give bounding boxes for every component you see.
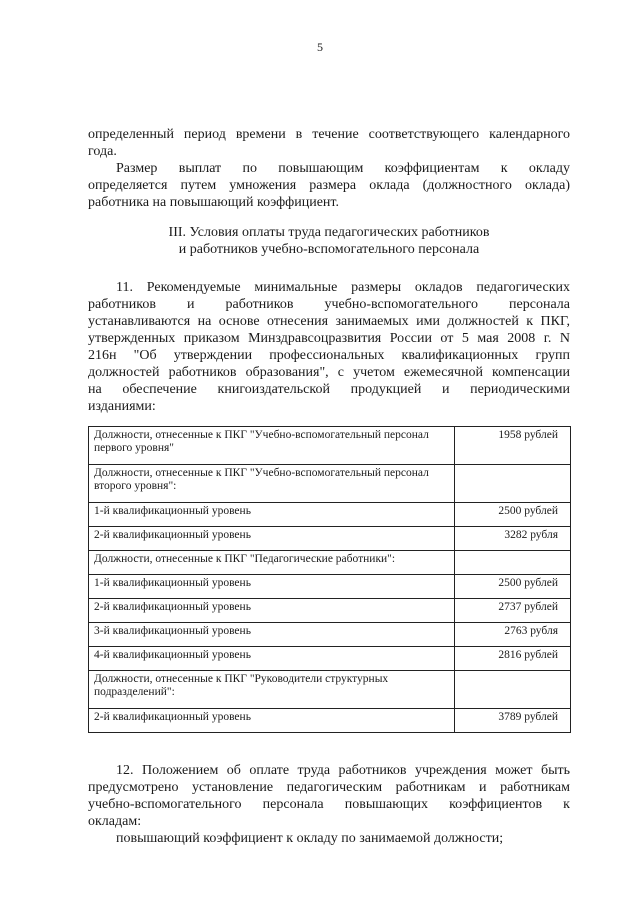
position-cell: 2-й квалификационный уровень (89, 599, 455, 623)
amount-cell: 2500 рублей (455, 575, 571, 599)
intro-line-5: работника на повышающий коэффициент. (88, 195, 339, 210)
salary-table (88, 426, 571, 733)
amount-cell: 3789 рублей (455, 709, 571, 733)
position-cell: Должности, отнесенные к ПКГ "Учебно-вспомогательный персонал первого уровня" (89, 427, 455, 465)
para12-line-1: 12. Положением об оплате труда работников учреждения может быть (116, 763, 570, 778)
para12-line-5: повышающий коэффициент к окладу по занимаемой должности; (116, 831, 504, 846)
intro-line-4: определяется путем умножения размера оклада (должностного оклада) (88, 178, 570, 193)
position-cell: 4-й квалификационный уровень (89, 647, 455, 671)
para11-line-5: 216н "Об утверждении профессиональных квалификационных групп (88, 348, 570, 363)
page-number: 5 (317, 40, 323, 54)
para11-line-3: устанавливаются на основе отнесения занимаемых ими должностей к ПКГ, (88, 314, 570, 329)
table-row (89, 623, 571, 647)
para12-line-2: предусмотрено установление педагогическим работникам и работникам (88, 780, 570, 795)
section-title-line-2: и работников учебно-вспомогательного персонала (178, 242, 480, 257)
position-cell: 2-й квалификационный уровень (89, 527, 455, 551)
intro-line-3: Размер выплат по повышающим коэффициентам к окладу (116, 161, 570, 176)
amount-cell: 2816 рублей (455, 647, 571, 671)
position-cell: 1-й квалификационный уровень (89, 575, 455, 599)
position-cell: Должности, отнесенные к ПКГ "Педагогические работники": (89, 551, 455, 575)
amount-cell (455, 551, 571, 575)
amount-cell: 2500 рублей (455, 503, 571, 527)
section-title (88, 224, 570, 258)
para11-line-8: изданиями: (88, 399, 156, 414)
table-row (89, 599, 571, 623)
para11-line-2: работников и работников учебно-вспомогательного персонала (88, 297, 570, 312)
table-row (89, 575, 571, 599)
para11-line-6: должностей работников образования", с учетом ежемесячной компенсации (88, 365, 570, 380)
amount-cell (455, 671, 571, 709)
amount-cell: 2737 рублей (455, 599, 571, 623)
table-row (89, 527, 571, 551)
para12-line-4: окладам: (88, 814, 142, 829)
position-cell: 3-й квалификационный уровень (89, 623, 455, 647)
section-title-line-1: III. Условия оплаты труда педагогических работников (168, 225, 490, 240)
para11-line-1: 11. Рекомендуемые минимальные размеры окладов педагогических (116, 280, 570, 295)
para12-line-3: учебно-вспомогательного персонала повышающих коэффициентов к (88, 797, 570, 812)
table-row (89, 671, 571, 709)
table-row (89, 647, 571, 671)
intro-line-1: определенный период времени в течение соответствующего календарного (88, 127, 570, 142)
amount-cell: 3282 рубля (455, 527, 571, 551)
amount-cell (455, 465, 571, 503)
para11-line-4: утвержденных приказом Минздравсоцразвития России от 5 мая 2008 г. N (88, 331, 570, 346)
position-cell: Должности, отнесенные к ПКГ "Учебно-вспомогательный персонал второго уровня": (89, 465, 455, 503)
table-row (89, 503, 571, 527)
intro-line-2: года. (88, 144, 117, 159)
table-row (89, 709, 571, 733)
position-cell: 1-й квалификационный уровень (89, 503, 455, 527)
table-row (89, 427, 571, 465)
table-row (89, 465, 571, 503)
position-cell: Должности, отнесенные к ПКГ "Руководители структурных подразделений": (89, 671, 455, 709)
amount-cell: 1958 рублей (455, 427, 571, 465)
position-cell: 2-й квалификационный уровень (89, 709, 455, 733)
para11-line-7: на обеспечение книгоиздательской продукцией и периодическими (88, 382, 570, 397)
amount-cell: 2763 рубля (455, 623, 571, 647)
table-row (89, 551, 571, 575)
